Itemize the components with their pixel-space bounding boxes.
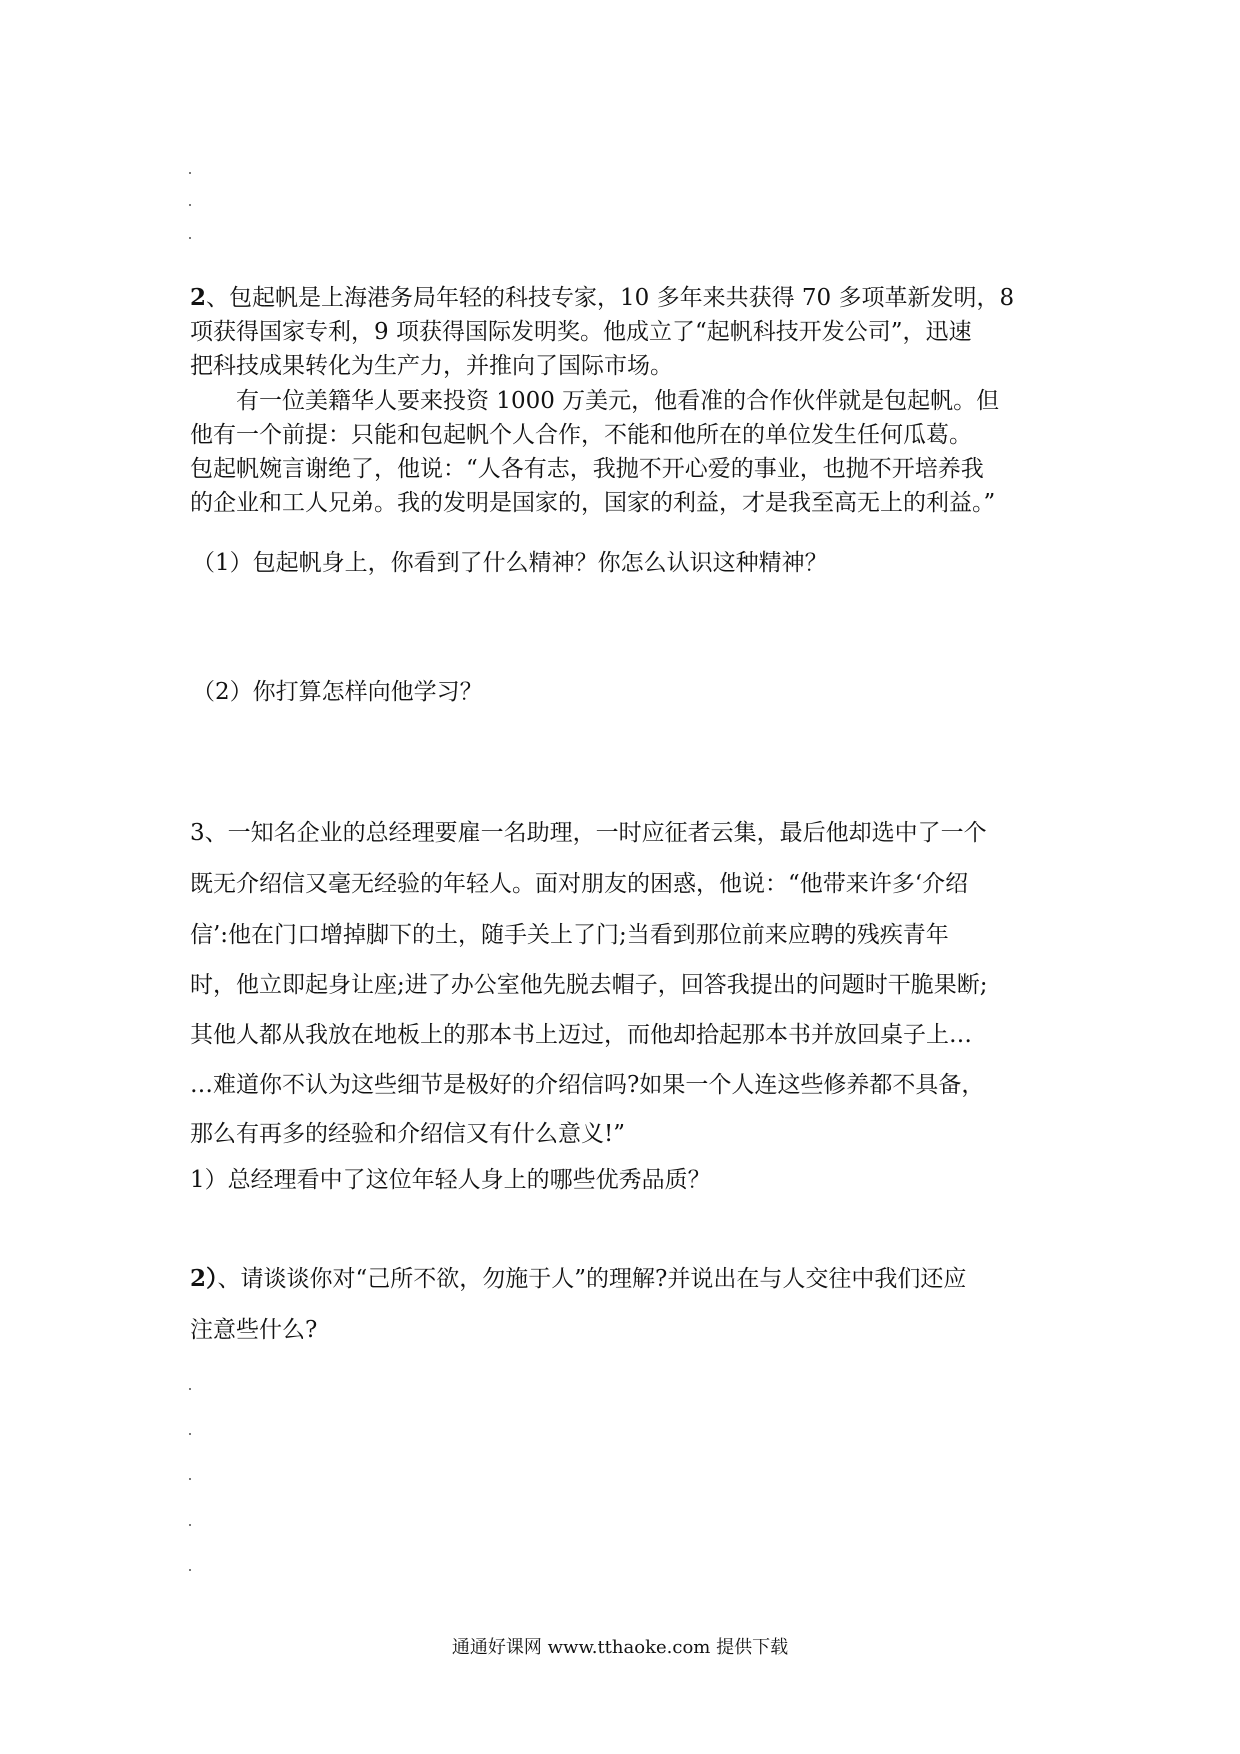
q2-sub1-text: （1）包起帆身上，你看到了什么精神？你怎么认识这种精神？ — [192, 550, 828, 576]
q2-subquestion-1 — [192, 546, 1072, 580]
q3-line-5 — [190, 1018, 1070, 1052]
q2-para2-line-4 — [190, 486, 1070, 520]
margin-dot — [189, 1433, 191, 1435]
margin-dot — [189, 1569, 191, 1571]
q2-number: 2 — [190, 284, 207, 311]
q2-line-text: 、包起帆是上海港务局年轻的科技专家，10 多年来共获得 70 多项革新发明，8 — [206, 285, 1015, 311]
q3-line-3 — [190, 918, 1070, 952]
q3-line-text: 既无介绍信又毫无经验的年轻人。面对朋友的困惑，他说：“他带来许多‘介绍 — [190, 871, 969, 897]
margin-dot — [189, 1478, 191, 1480]
q3-sub2-text: 注意些什么? — [190, 1317, 318, 1343]
q3-sub2-text: 、请谈谈你对“己所不欲，勿施于人”的理解?并说出在与人交往中我们还应 — [217, 1266, 967, 1292]
q3-line-text: 时，他立即起身让座;进了办公室他先脱去帽子，回答我提出的问题时干脆果断; — [190, 972, 988, 998]
q2-sub2-text: （2）你打算怎样向他学习？ — [192, 679, 483, 705]
q3-line-4 — [190, 968, 1070, 1002]
q2-line-text: 把科技成果转化为生产力，并推向了国际市场。 — [190, 353, 673, 379]
q3-line-2 — [190, 867, 1070, 901]
q3-sub1-text: 1）总经理看中了这位年轻人身上的哪些优秀品质？ — [190, 1167, 711, 1193]
q2-line-text: 项获得国家专利，9 项获得国际发明奖。他成立了“起帆科技开发公司”，迅速 — [190, 319, 972, 345]
q3-line-text: 3、一知名企业的总经理要雇一名助理，一时应征者云集，最后他却选中了一个 — [190, 820, 987, 846]
q2-para2-line-1 — [190, 384, 1070, 418]
q3-subquestion-1 — [190, 1163, 1070, 1197]
q2-line-1 — [190, 281, 1070, 315]
q2-line-3 — [190, 349, 1070, 383]
q2-line-2 — [190, 315, 1070, 349]
q2-para2-line-2 — [190, 418, 1070, 452]
q3-line-text: …难道你不认为这些细节是极好的介绍信吗?如果一个人连这些修养都不具备， — [190, 1072, 985, 1098]
q3-line-1 — [190, 816, 1070, 850]
q2-para2-text: 的企业和工人兄弟。我的发明是国家的，国家的利益，才是我至高无上的利益。” — [190, 490, 996, 516]
q3-line-text: 其他人都从我放在地板上的那本书上迈过，而他却拾起那本书并放回桌子上… — [190, 1022, 972, 1048]
q2-para2-text: 有一位美籍华人要来投资 1000 万美元，他看准的合作伙伴就是包起帆。但 — [236, 388, 1000, 414]
q3-line-text: 那么有再多的经验和介绍信又有什么意义!” — [190, 1121, 626, 1147]
margin-dot — [189, 204, 191, 206]
q3-line-6 — [190, 1068, 1070, 1102]
footer-text: 通通好课网 www.tthaoke.com 提供下载 — [451, 1637, 789, 1658]
margin-dot — [189, 237, 191, 239]
q3-subquestion-2-line-1 — [190, 1262, 1070, 1296]
q3-line-7 — [190, 1117, 1070, 1151]
q2-subquestion-2 — [192, 675, 1072, 709]
q2-para2-line-3 — [190, 452, 1070, 486]
margin-dot — [189, 1388, 191, 1390]
q3-line-text: 信’:他在门口增掉脚下的土，随手关上了门;当看到那位前来应聘的残疾青年 — [190, 922, 949, 948]
page-footer — [0, 1636, 1240, 1660]
q3-subquestion-2-line-2 — [190, 1313, 1070, 1347]
q2-para2-text: 他有一个前提：只能和包起帆个人合作，不能和他所在的单位发生任何瓜葛。 — [190, 422, 972, 448]
q2-para2-text: 包起帆婉言谢绝了，他说：“人各有志，我抛不开心爱的事业，也抛不开培养我 — [190, 456, 984, 482]
margin-dot — [189, 172, 191, 174]
margin-dot — [189, 1524, 191, 1526]
q3-sub2-number: 2） — [190, 1265, 218, 1292]
